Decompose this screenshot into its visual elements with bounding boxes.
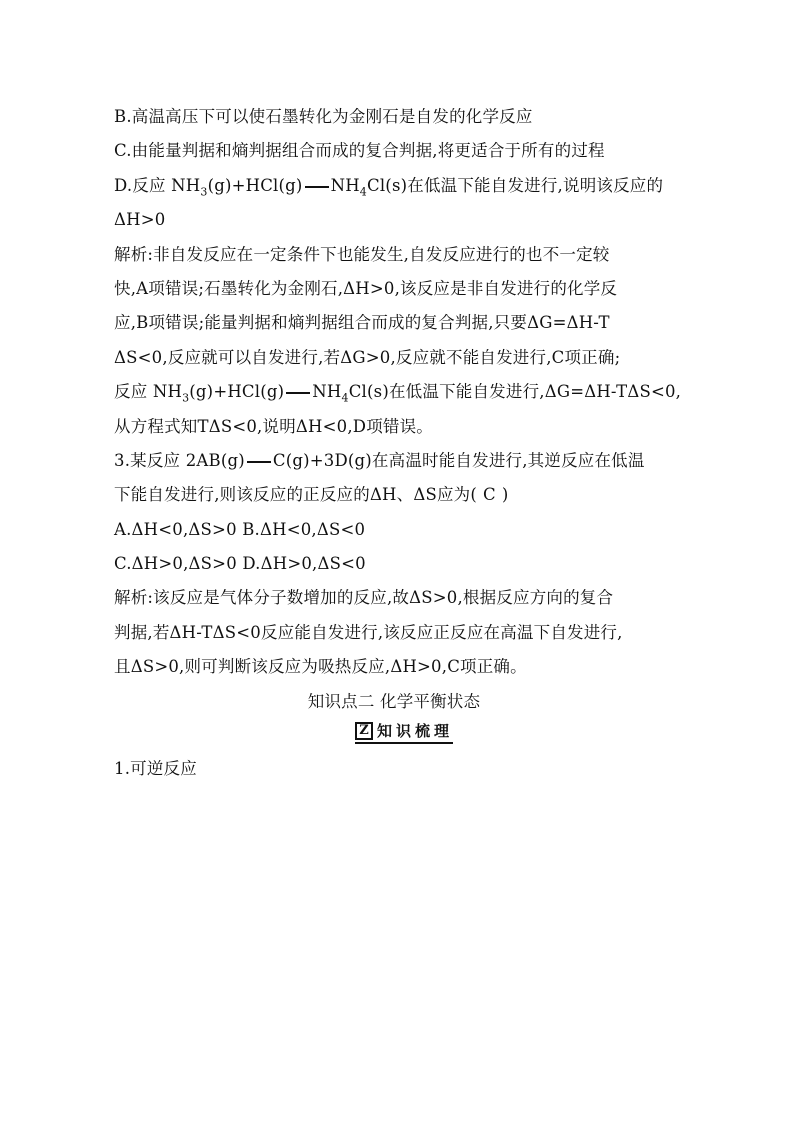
equilibrium-line <box>285 387 311 397</box>
question-3-line-2: 下能自发进行,则该反应的正反应的ΔH、ΔS应为( C ) <box>114 485 509 505</box>
question-3-options-cd: C.ΔH>0,ΔS>0 D.ΔH>0,ΔS<0 <box>114 554 366 574</box>
z-letter-icon: Z <box>355 722 373 740</box>
option-d-continued: ΔH>0 <box>114 210 166 230</box>
analysis-1-line-6: 从方程式知TΔS<0,说明ΔH<0,D项错误。 <box>114 416 433 436</box>
analysis-2-line-2: 判据,若ΔH-TΔS<0反应能自发进行,该反应正反应在高温下自发进行, <box>114 622 623 642</box>
badge-label: 知识梳理 <box>376 722 453 741</box>
subsection-heading: 1.可逆反应 <box>114 759 197 779</box>
option-d: D.反应 $NH_3(g)+HCl(g)$ $NH_4Cl(s)$在低温下能自发进行,说明该反应的 <box>114 175 664 199</box>
equilibrium-line <box>246 456 272 466</box>
analysis-1-line-2: 快,A项错误;石墨转化为金刚石,ΔH>0,该反应是非自发进行的化学反 <box>114 278 618 298</box>
option-b: B.高温高压下可以使石墨转化为金刚石是自发的化学反应 <box>114 107 533 126</box>
answer-letter: C <box>483 485 496 505</box>
equilibrium-line <box>304 181 330 191</box>
analysis-1-line-5: 反应 $NH_3(g)+HCl(g)$ $NH_4Cl(s)$在低温下能自发进行,ΔG=ΔH-TΔS<0, <box>114 382 682 405</box>
analysis-2-line-3: 且ΔS>0,则可判断该反应为吸热反应,ΔH>0,C项正确。 <box>114 657 527 677</box>
analysis-1-line-1: 解析:非自发反应在一定条件下也能发生,自发反应进行的也不一定较 <box>114 244 610 264</box>
analysis-1-line-4: ΔS<0,反应就可以自发进行,若ΔG>0,反应就不能自发进行,C项正确; <box>114 347 621 367</box>
document-body <box>114 100 694 786</box>
section-title: 知识点二 化学平衡状态 <box>307 691 481 711</box>
analysis-1-line-3: 应,B项错误;能量判据和熵判据组合而成的复合判据,只要ΔG=ΔH-T <box>114 313 610 333</box>
analysis-2-line-1: 解析:该反应是气体分子数增加的反应,故ΔS>0,根据反应方向的复合 <box>114 588 614 608</box>
section-badge <box>114 721 694 744</box>
option-c: C.由能量判据和熵判据组合而成的复合判据,将更适合于所有的过程 <box>114 141 605 161</box>
question-3-line-1: 3.某反应 2AB(g) C(g)+3D(g)在高温时能自发进行,其逆反应在低温 <box>114 450 645 470</box>
question-3-options-ab: A.ΔH<0,ΔS>0 B.ΔH<0,ΔS<0 <box>114 519 366 539</box>
